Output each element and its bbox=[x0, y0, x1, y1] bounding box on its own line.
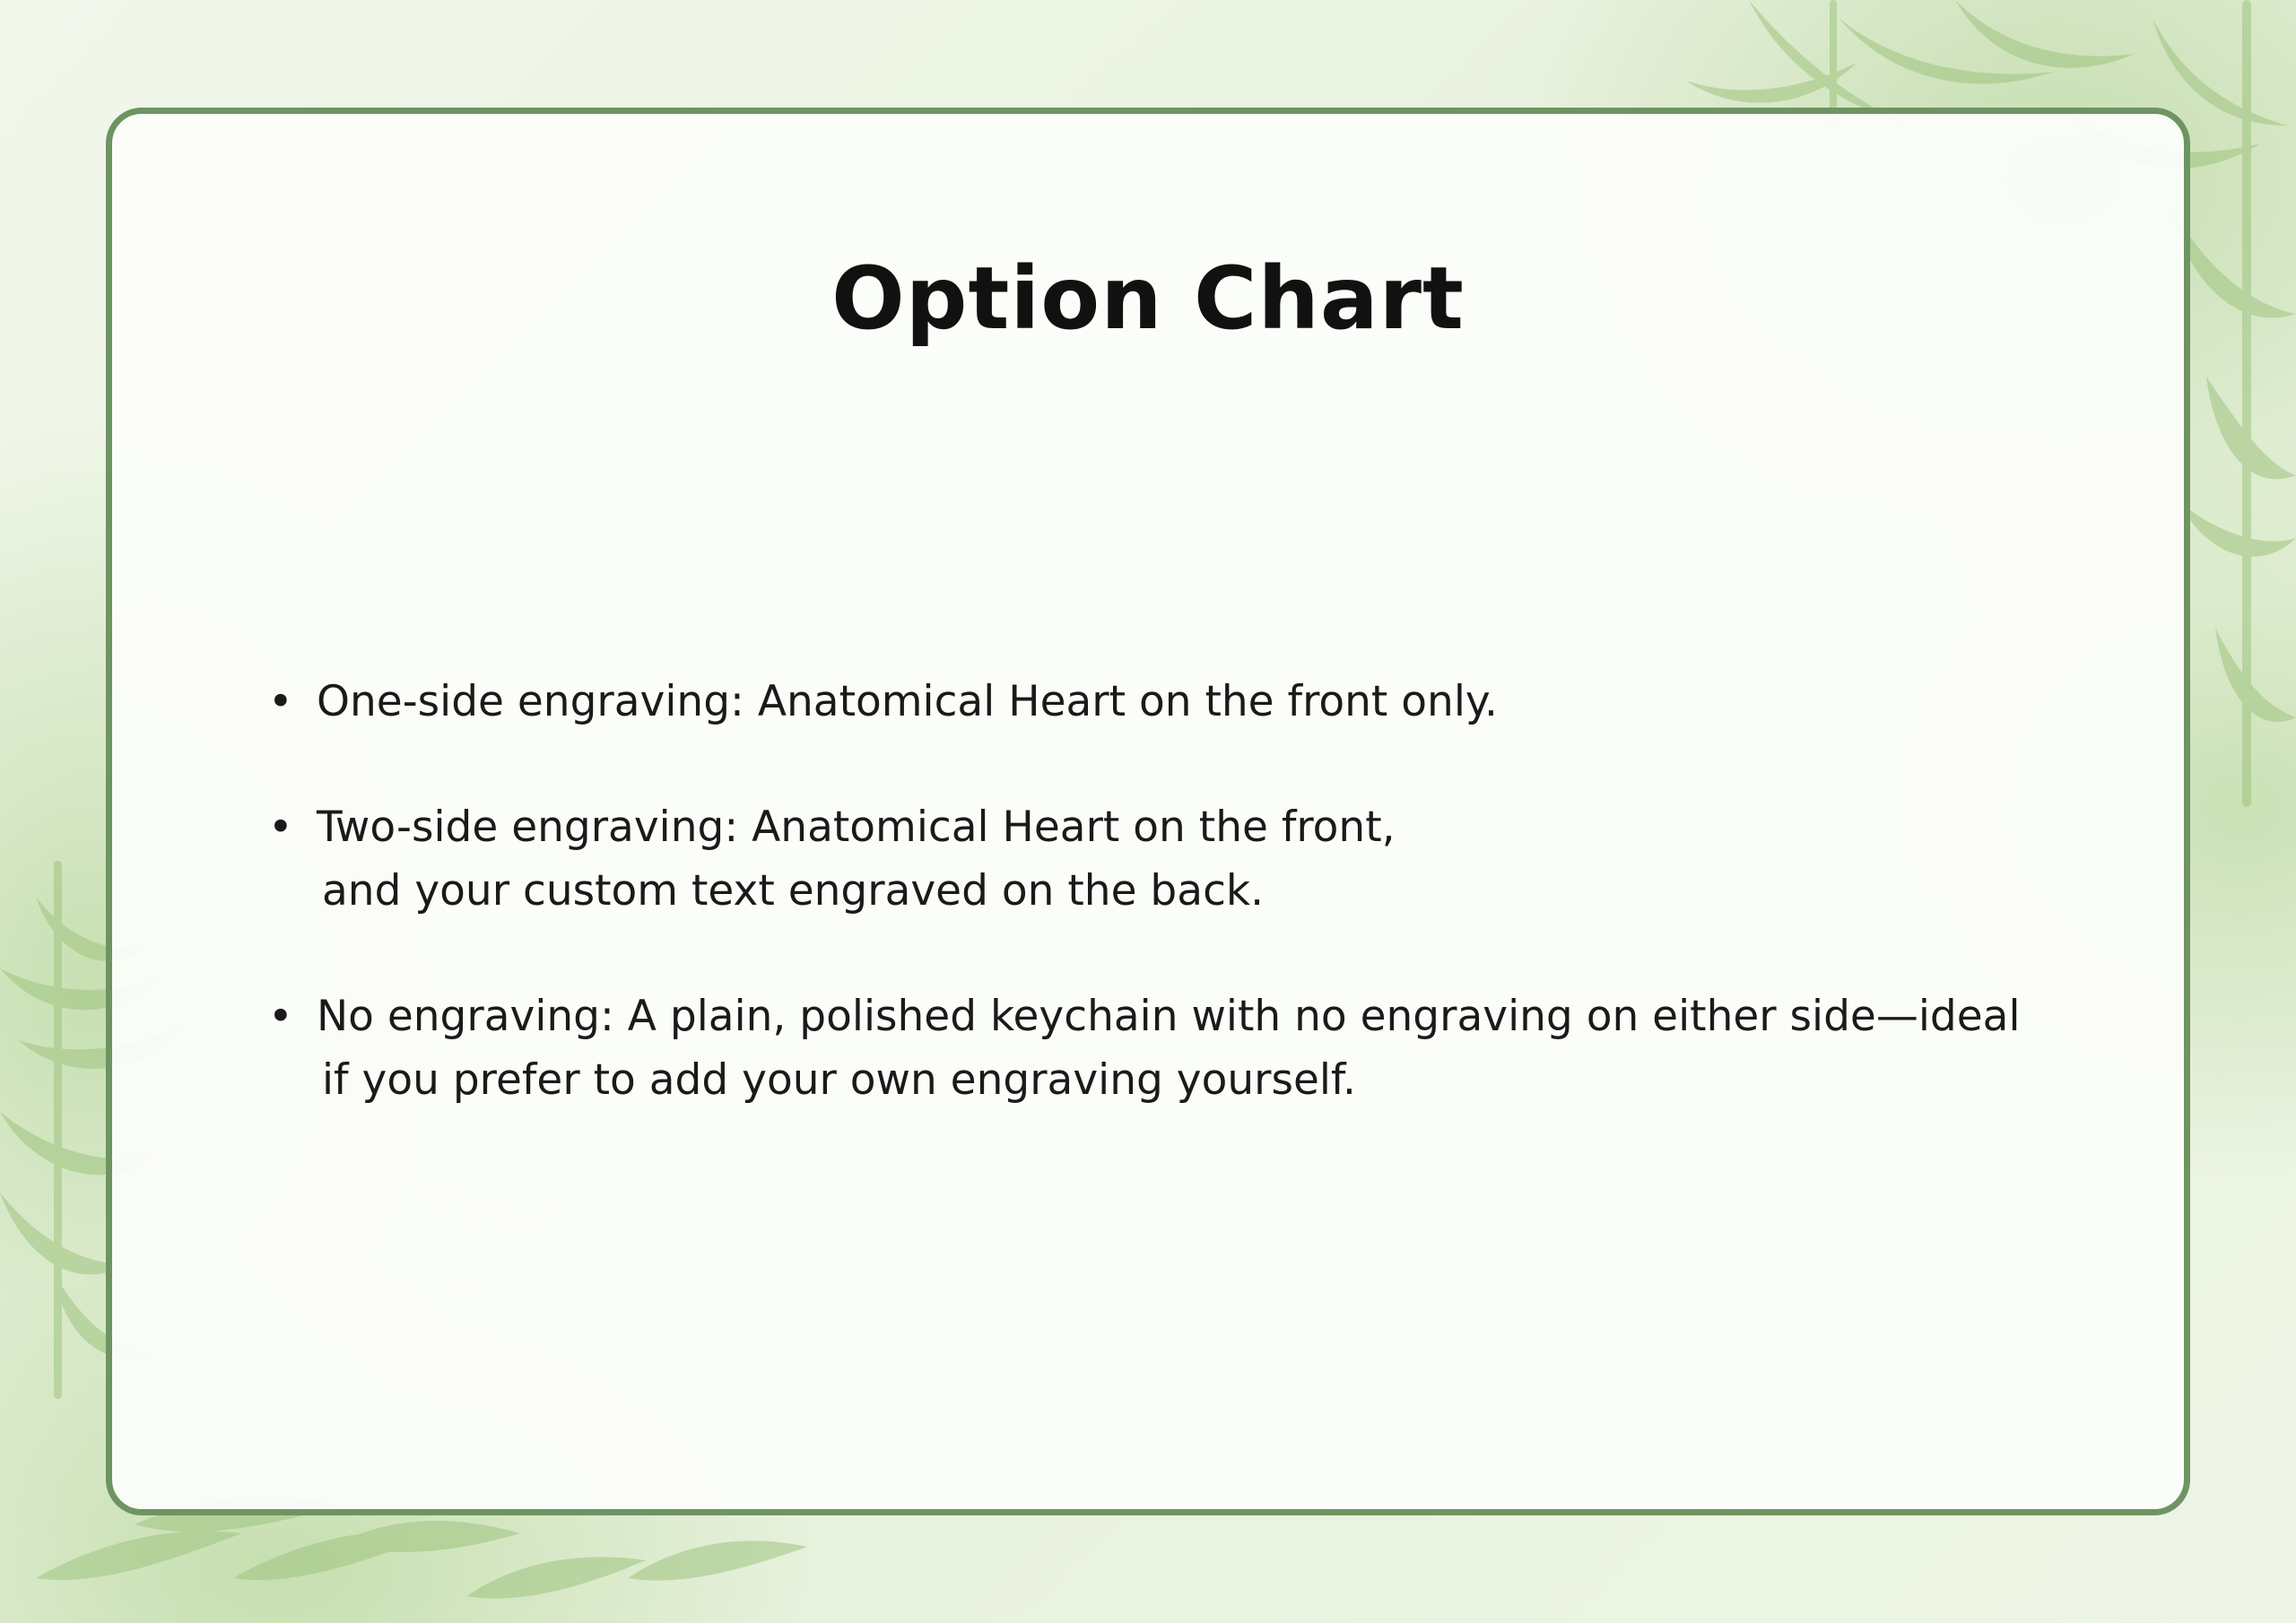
option-text-continued: if you prefer to add your own engraving yourself. bbox=[322, 1055, 1356, 1105]
option-text: One-side engraving: Anatomical Heart on the front only. bbox=[317, 677, 1498, 726]
list-item bbox=[265, 670, 2130, 733]
option-text: No engraving: A plain, polished keychain with no engraving on either side—ideal bbox=[317, 992, 2021, 1041]
page-title: Option Chart bbox=[831, 248, 1465, 349]
list-item bbox=[265, 985, 2130, 1112]
bullet-icon: • bbox=[268, 992, 293, 1041]
option-text: Two-side engraving: Anatomical Heart on the front, bbox=[317, 803, 1396, 852]
option-chart-card bbox=[106, 108, 2190, 1515]
list-item bbox=[265, 795, 2130, 923]
bullet-icon: • bbox=[268, 677, 293, 726]
option-text-continued: and your custom text engraved on the back. bbox=[322, 866, 1265, 916]
option-list bbox=[265, 670, 2130, 1174]
bullet-icon: • bbox=[268, 803, 293, 852]
